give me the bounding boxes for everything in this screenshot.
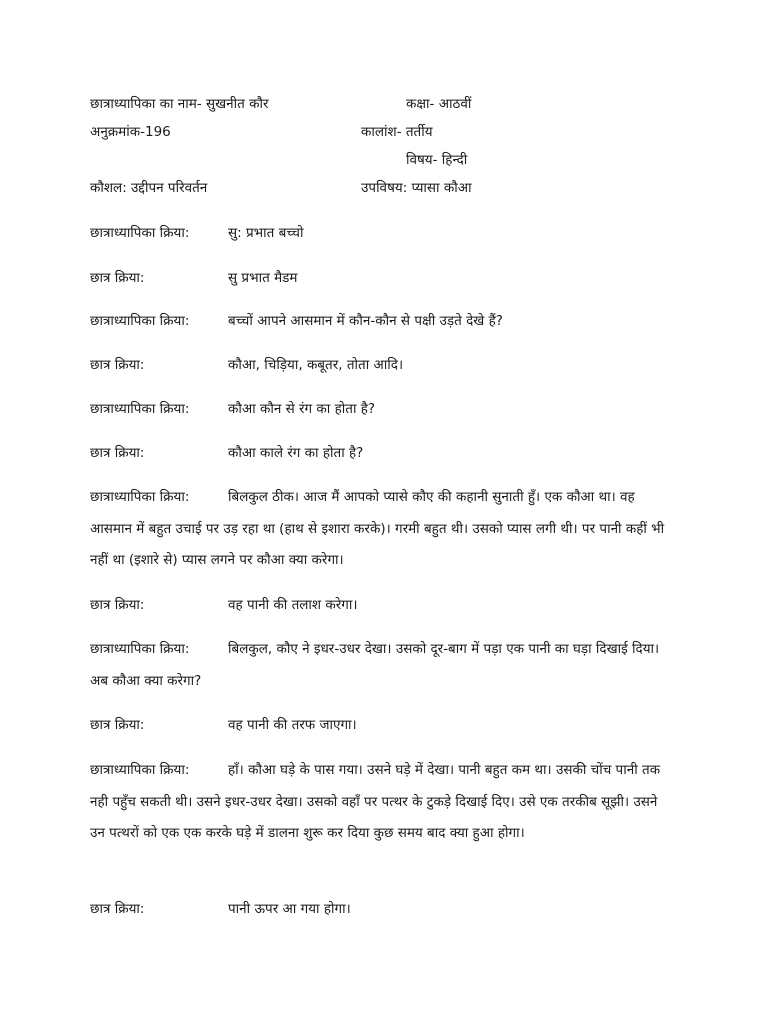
dialogue-line [90,710,676,742]
speaker-label: छात्राध्यापिका क्रिया: [90,489,190,505]
dialogue-text: सु: प्रभात बच्चो [228,225,304,241]
teacher-name: छात्राध्यापिका का नाम- सुखनीत कौर [90,96,269,112]
dialogue-text: पानी ऊपर आ गया होगा। [228,901,351,917]
roll-number: अनुक्रमांक-196 [90,124,171,140]
speaker-label: छात्र क्रिया: [90,445,145,461]
dialogue-line [90,306,676,338]
speaker-label: छात्राध्यापिका क्रिया: [90,641,190,657]
dialogue-text: वह पानी की तरफ जाएगा। [228,717,357,733]
class-label: कक्षा- आठवीं [406,96,472,112]
dialogue-text: वह पानी की तलाश करेगा। [228,597,358,613]
dialogue-line [90,218,676,250]
speaker-label: छात्र क्रिया: [90,597,145,613]
dialogue-text: कौआ, चिड़िया, कबूतर, तोता आदि। [228,357,404,373]
dialogue-line [90,394,676,426]
speaker-label: छात्र क्रिया: [90,357,145,373]
dialogue-text: कौआ कौन से रंग का होता है? [228,401,376,417]
sub-topic-label: उपविषय: प्यासा कौआ [361,180,472,196]
speaker-label: छात्र क्रिया: [90,717,145,733]
dialogue-line [90,482,676,577]
speaker-label: छात्र क्रिया: [90,901,145,917]
dialogue-line [90,634,676,697]
dialogue-line [90,894,676,926]
dialogue-line [90,755,676,850]
dialogue-text: हाँ। कौआ घड़े के पास गया। उसने घड़े में देखा। पानी बहुत कम था। उसकी चोंच पानी तक नही पहुँच सकती थी। उसने इधर-उधर देखा। उसको वहाँ पर पत्थर के टुकड़े दिखाई दिए। उसे एक तरकीब सूझी। उसने उन पत्थरों को एक एक करके घड़े में डालना शुरू कर दिया कुछ समय बाद क्या हुआ होगा। [90,762,661,841]
dialogue-text: बिलकुल, कौए ने इधर-उधर देखा। उसको दूर-बाग में पड़ा एक पानी का घड़ा दिखाई दिया। अब कौआ क्या करेगा? [90,641,660,689]
dialogue-text: कौआ काले रंग का होता है? [228,445,364,461]
subject-label: विषय- हिन्दी [406,152,468,168]
dialogue-text: बिलकुल ठीक। आज मैं आपको प्यासे कौए की कहानी सुनाती हुँ। एक कौआ था। वह आसमान में बहुत उचाई पर उड़ रहा था (हाथ से इशारा करके)। गरमी बहुत थी। उसको प्यास लगी थी। पर पानी कहीं भी नहीं था (इशारे से) प्यास लगने पर कौआ क्या करेगा। [90,489,665,568]
dialogue-line [90,438,676,470]
skill-label: कौशल: उद्दीपन परिवर्तन [90,180,208,196]
speaker-label: छात्र क्रिया: [90,270,145,286]
dialogue-text: सु प्रभात मैडम [228,270,298,286]
speaker-label: छात्राध्यापिका क्रिया: [90,401,190,417]
period-label: कालांश- तर्तीय [361,124,433,140]
dialogue-line [90,350,676,382]
speaker-label: छात्राध्यापिका क्रिया: [90,313,190,329]
speaker-label: छात्राध्यापिका क्रिया: [90,762,190,778]
dialogue-line [90,590,676,622]
dialogue-line [90,263,676,295]
speaker-label: छात्राध्यापिका क्रिया: [90,225,190,241]
dialogue-text: बच्चों आपने आसमान में कौन-कौन से पक्षी उड़ते देखे हैं? [228,313,503,329]
